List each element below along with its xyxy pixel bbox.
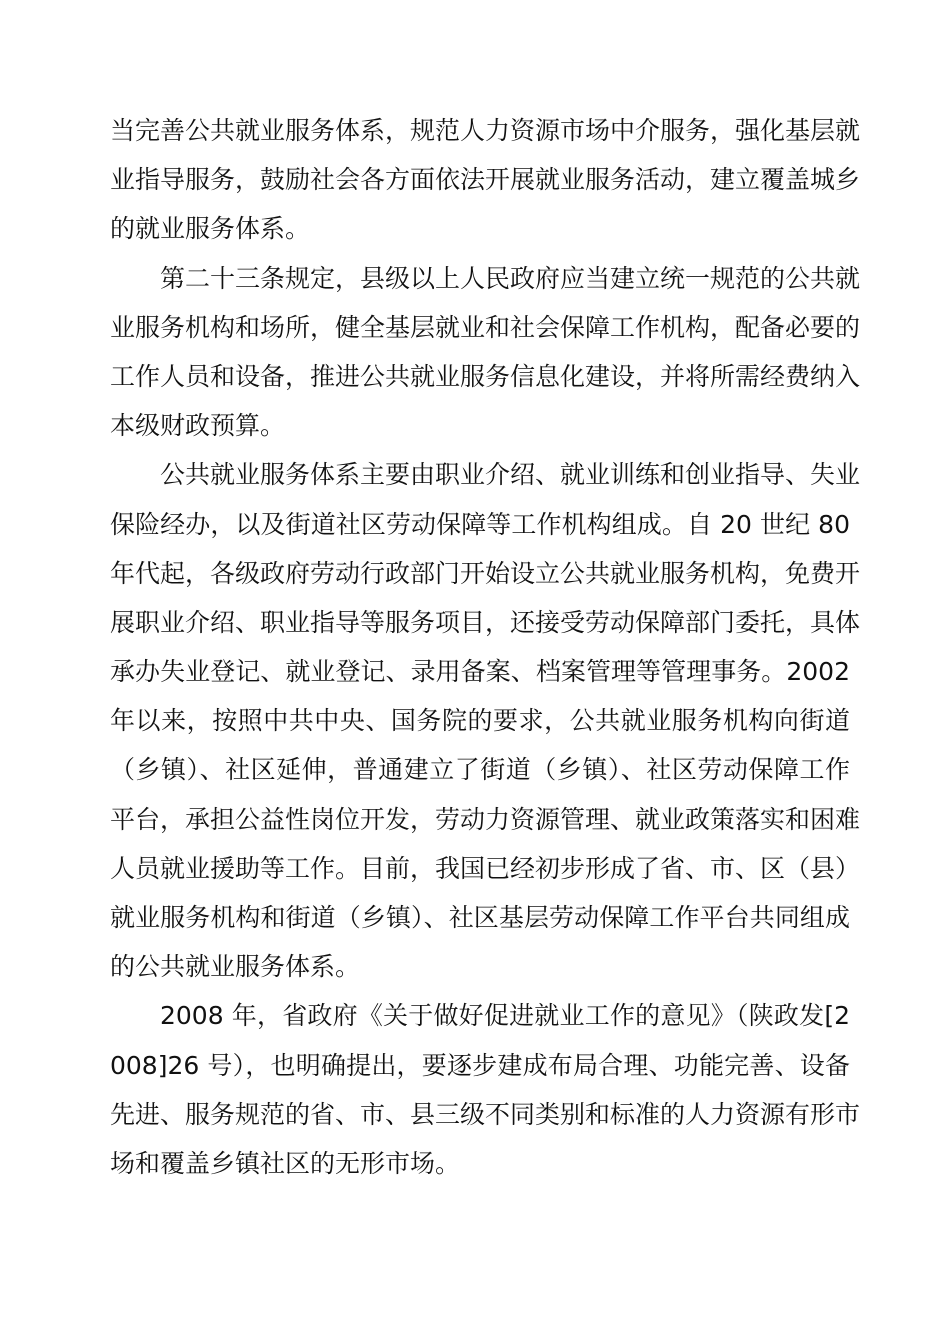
document-body [110, 106, 861, 1188]
paragraph-first-line: 公共就业服务体系主要由职业介绍、就业训练和创业指导、失业 [160, 460, 861, 490]
text-line: 业指导服务，鼓励社会各方面依法开展就业服务活动，建立覆盖城乡 [110, 165, 861, 195]
text-line: 业服务机构和场所，健全基层就业和社会保障工作机构，配备必要的 [110, 312, 861, 342]
text-line: 的就业服务体系。 [110, 214, 311, 244]
text-line: 场和覆盖乡镇社区的无形市场。 [110, 1148, 461, 1178]
text-line: 先进、服务规范的省、市、县三级不同类别和标准的人力资源有形市 [110, 1099, 861, 1129]
paragraph-first-line: 第二十三条规定，县级以上人民政府应当建立统一规范的公共就 [160, 263, 861, 293]
text-line: 工作人员和设备，推进公共就业服务信息化建设，并将所需经费纳入 [110, 361, 861, 391]
text-line: 当完善公共就业服务体系，规范人力资源市场中介服务，强化基层就 [110, 116, 861, 145]
text-line: 的公共就业服务体系。 [110, 952, 361, 982]
text-line: 展职业介绍、职业指导等服务项目，还接受劳动保障部门委托，具体 [110, 607, 861, 637]
text-line: 保险经办，以及街道社区劳动保障等工作机构组成。自 20 世纪 80 [110, 509, 850, 539]
text-line: 008]26 号），也明确提出，要逐步建成布局合理、功能完善、设备 [110, 1050, 850, 1080]
text-line: 人员就业援助等工作。目前，我国已经初步形成了省、市、区（县） [110, 853, 861, 883]
text-line: 本级财政预算。 [110, 411, 286, 441]
text-line: 平台，承担公益性岗位开发，劳动力资源管理、就业政策落实和困难 [110, 804, 861, 834]
text-line: 承办失业登记、就业登记、录用备案、档案管理等管理事务。2002 [110, 657, 850, 687]
text-line: 就业服务机构和街道（乡镇）、社区基层劳动保障工作平台共同组成 [110, 903, 850, 932]
text-line: 年代起，各级政府劳动行政部门开始设立公共就业服务机构，免费开 [110, 558, 861, 588]
paragraph-first-line: 2008 年，省政府《关于做好促进就业工作的意见》（陕政发[2 [160, 1001, 850, 1031]
text-line: 年以来，按照中共中央、国务院的要求，公共就业服务机构向街道 [110, 706, 850, 736]
text-line: （乡镇）、社区延伸，普通建立了街道（乡镇）、社区劳动保障工作 [110, 755, 850, 785]
